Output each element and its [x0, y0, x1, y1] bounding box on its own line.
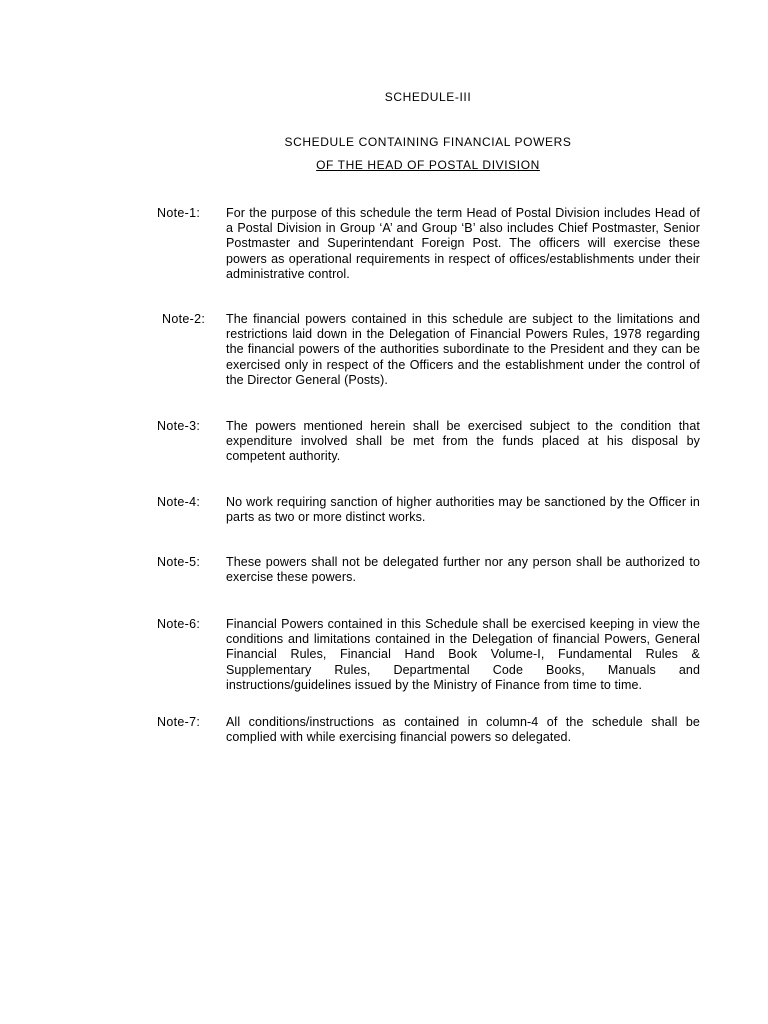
note-text: For the purpose of this schedule the term Head of Postal Division includes Head of a Postal Division in Group ‘A’ and Group ‘B’ also includes Chief Postmaster, Senior Postmaster and Superintendant Foreign Post. The officers will exercise these powers as operational requirements in respect of offices/establishments under their administrative control. — [226, 206, 700, 281]
note-text: The powers mentioned herein shall be exercised subject to the condition that expenditure involved shall be met from the funds placed at his disposal by competent authority. — [226, 419, 700, 464]
schedule-label: SCHEDULE-III — [384, 90, 472, 104]
note-label: Note-5: — [157, 555, 201, 569]
document-subtitle: OF THE HEAD OF POSTAL DIVISION — [316, 158, 540, 172]
note-text: The financial powers contained in this schedule are subject to the limitations and restrictions laid down in the Delegation of Financial Powers Rules, 1978 regarding the financial powers of the authorities subordinate to the President and they can be exercised only in respect of the Officers and the establishment under the control of the Director General (Posts). — [226, 312, 700, 387]
document-title: SCHEDULE CONTAINING FINANCIAL POWERS — [284, 135, 572, 149]
note-label: Note-2: — [162, 312, 206, 326]
note-label: Note-4: — [157, 495, 201, 509]
note-text: These powers shall not be delegated further nor any person shall be authorized to exercise these powers. — [226, 555, 700, 585]
note-text: Financial Powers contained in this Schedule shall be exercised keeping in view the conditions and limitations contained in the Delegation of financial Powers, General Financial Rules, Financial Hand Book Volume-I, Fundamental Rules & Supplementary Rules, Departmental Code Books, Manuals and instructions/guidelines issued by the Ministry of Finance from time to time. — [226, 617, 700, 692]
note-label: Note-1: — [157, 206, 201, 220]
note-label: Note-6: — [157, 617, 201, 631]
note-text: All conditions/instructions as contained in column-4 of the schedule shall be complied with while exercising financial powers so delegated. — [226, 715, 700, 745]
note-label: Note-7: — [157, 715, 201, 729]
note-label: Note-3: — [157, 419, 201, 433]
note-text: No work requiring sanction of higher authorities may be sanctioned by the Officer in parts as two or more distinct works. — [226, 495, 700, 525]
